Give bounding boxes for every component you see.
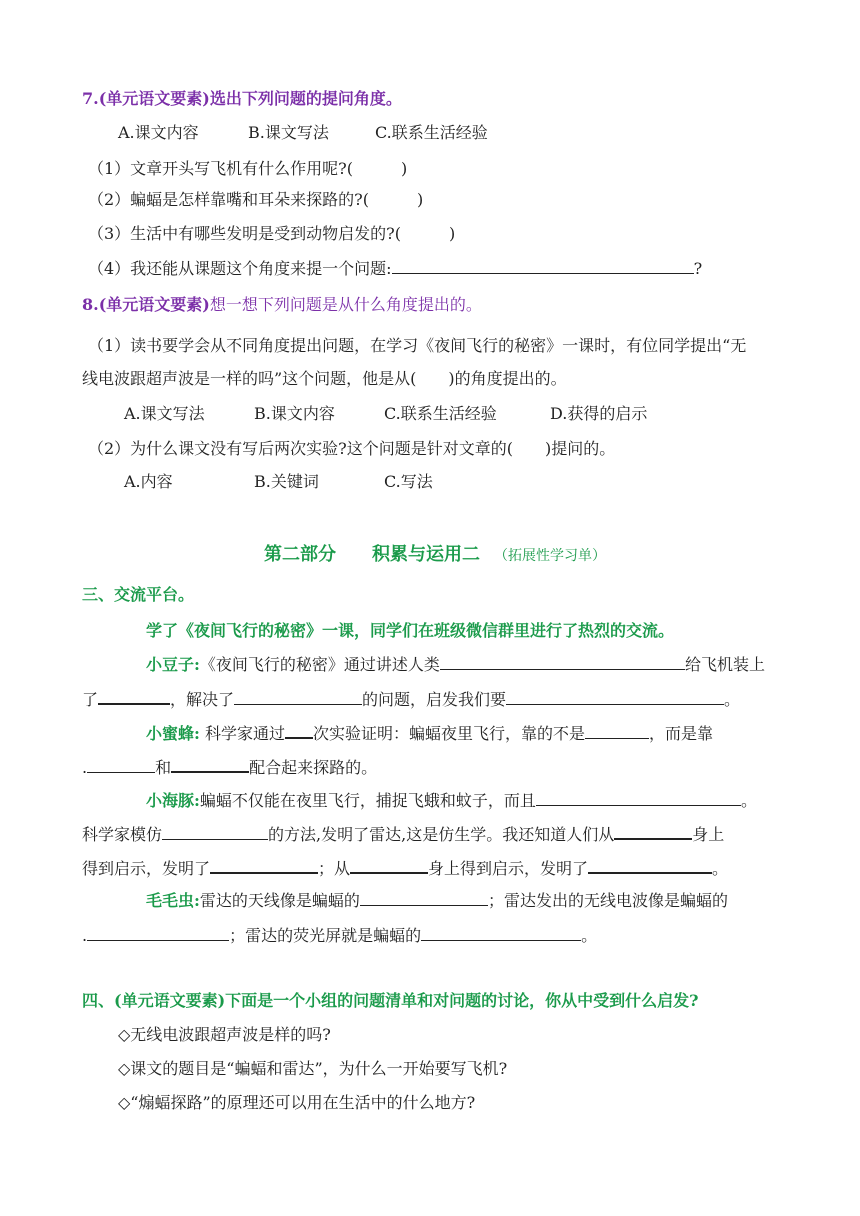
haitun-text-4: 的方法,发明了雷达,这是仿生学。我还知道人们从: [268, 825, 615, 844]
q7-option-b: B.课文写法: [248, 123, 329, 142]
mifeng-text-2: 次实验证明：蝙蝠夜里飞行，靠的不是: [313, 724, 586, 743]
douzi-text-3: 了: [82, 690, 99, 709]
douzi-blank-4[interactable]: [506, 688, 724, 705]
q8-p1-line2: 线电波跟超声波是一样的吗”这个问题，他是从( )的角度提出的。: [82, 369, 567, 388]
q8-p1-option-a: A.课文写法: [124, 404, 205, 423]
douzi-text-2: 给飞机装上: [684, 655, 765, 674]
mifeng-text-5: 和: [155, 758, 172, 777]
haitun-text-9: 。: [712, 859, 729, 878]
haitun-blank-3[interactable]: [614, 822, 692, 840]
q8-p1-line1: （1）读书要学会从不同角度提出问题，在学习《夜间飞行的秘密》一课时，有位同学提出“无: [88, 336, 747, 355]
part2-title-text: 第二部分 积累与运用二: [264, 544, 480, 565]
haitun-text-2: 。: [740, 791, 757, 810]
douzi-text-6: 。: [724, 690, 741, 709]
mao-line2: [82, 924, 597, 947]
q8-title: [82, 294, 482, 316]
q8-p1-option-c: C.联系生活经验: [384, 404, 497, 423]
section3-heading: 三、交流平台。: [82, 585, 195, 604]
haitun-name: 小海豚:: [146, 791, 200, 810]
mao-text-4: ；雷达的荧光屏就是蝙蝠的: [229, 926, 422, 945]
mao-text-1: 雷达的天线像是蝙蝠的: [199, 891, 360, 910]
haitun-blank-5[interactable]: [350, 856, 428, 874]
mao-line1: [146, 889, 728, 912]
mifeng-blank-4[interactable]: [171, 755, 249, 773]
haitun-line2: [82, 822, 724, 846]
section4-heading: 四、(单元语文要素)下面是一个小组的问题清单和对问题的讨论，你从中受到什么启发?: [82, 991, 699, 1010]
mao-blank-3[interactable]: [421, 924, 581, 941]
douzi-blank-1[interactable]: [440, 653, 685, 670]
mao-text-5: 。: [581, 926, 598, 945]
q7-item-4: [88, 257, 702, 280]
douzi-line1: [146, 653, 765, 676]
q7-item-1: （1）文章开头写飞机有什么作用呢?( ): [88, 159, 408, 178]
q7-option-a: A.课文内容: [118, 123, 199, 142]
s4-item-2: ◇课文的题目是“蝙蝠和雷达”，为什么一开始要写飞机?: [118, 1059, 508, 1078]
q7-item-4-prefix: （4）我还能从课题这个角度来提一个问题:: [88, 259, 392, 278]
q8-p1-option-b: B.课文内容: [254, 404, 335, 423]
mifeng-text-4: .: [82, 758, 88, 777]
mao-blank-1[interactable]: [360, 889, 488, 906]
haitun-text-1: 蝙蝠不仅能在夜里飞行，捕捉飞蛾和蚊子，而且: [199, 791, 536, 810]
douzi-blank-3[interactable]: [234, 688, 362, 705]
mifeng-line2: [82, 755, 377, 779]
q8-p2-option-a: A.内容: [124, 472, 173, 491]
haitun-line1: [146, 789, 757, 812]
mifeng-text-1: 科学家通过: [199, 724, 286, 743]
haitun-text-6: 得到启示，发明了: [82, 859, 211, 878]
q7-item-4-suffix: ?: [693, 259, 703, 278]
haitun-blank-2[interactable]: [162, 823, 268, 840]
s4-item-3: ◇“煽蝠探路”的原理还可以用在生活中的什么地方?: [118, 1093, 476, 1112]
q8-p2-option-b: B.关键词: [254, 472, 319, 491]
haitun-text-3: 科学家模仿: [82, 825, 163, 844]
haitun-text-8: 身上得到启示，发明了: [428, 859, 589, 878]
haitun-blank-1[interactable]: [536, 789, 741, 806]
part2-subtitle: （拓展性学习单）: [494, 548, 606, 564]
q8-p2-line: （2）为什么课文没有写后两次实验?这个问题是针对文章的( )提问的。: [88, 439, 616, 458]
mifeng-blank-2[interactable]: [585, 722, 649, 739]
haitun-text-7: ；从: [318, 859, 351, 878]
mifeng-text-6: 配合起来探路的。: [249, 758, 378, 777]
q7-item-2: （2）蝙蝠是怎样靠嘴和耳朵来探路的?( ): [88, 190, 424, 209]
q7-item-4-blank[interactable]: [392, 257, 694, 274]
q8-title-label: 8.(单元语文要素): [82, 295, 210, 314]
douzi-line2: [82, 687, 740, 711]
q7-option-c: C.联系生活经验: [375, 123, 488, 142]
q8-p1-option-d: D.获得的启示: [550, 404, 648, 423]
mao-text-3: .: [82, 926, 88, 945]
haitun-blank-6[interactable]: [588, 856, 712, 874]
mao-text-2: ；雷达发出的无线电波像是蝙蝠的: [487, 891, 728, 910]
douzi-text-4: ，解决了: [170, 690, 235, 709]
mifeng-text-3: ，而是靠: [649, 724, 714, 743]
q8-p2-option-c: C.写法: [384, 472, 433, 491]
mifeng-blank-3[interactable]: [87, 756, 155, 773]
s4-item-1: ◇无线电波跟超声波是样的吗?: [118, 1025, 331, 1044]
douzi-text-1: 《夜间飞行的秘密》通过讲述人类: [199, 655, 440, 674]
q7-item-3: （3）生活中有哪些发明是受到动物启发的?( ): [88, 224, 456, 243]
q8-title-text: 想一想下列问题是从什么角度提出的。: [209, 295, 482, 314]
douzi-text-5: 的问题，启发我们要: [362, 690, 507, 709]
q7-title: 7.(单元语文要素)选出下列问题的提问角度。: [82, 89, 402, 108]
mao-blank-2[interactable]: [87, 924, 229, 941]
section3-intro: 学了《夜间飞行的秘密》一课，同学们在班级微信群里进行了热烈的交流。: [146, 621, 675, 640]
haitun-blank-4[interactable]: [210, 856, 318, 874]
mifeng-line1: [146, 721, 713, 745]
mifeng-blank-1[interactable]: [285, 721, 313, 739]
mifeng-name: 小蜜蜂:: [146, 724, 200, 743]
mao-name: 毛毛虫:: [146, 891, 200, 910]
douzi-blank-2[interactable]: [98, 687, 170, 705]
douzi-name: 小豆子:: [146, 655, 200, 674]
part2-title: [264, 544, 606, 567]
haitun-line3: [82, 856, 728, 880]
haitun-text-5: 身上: [692, 825, 725, 844]
